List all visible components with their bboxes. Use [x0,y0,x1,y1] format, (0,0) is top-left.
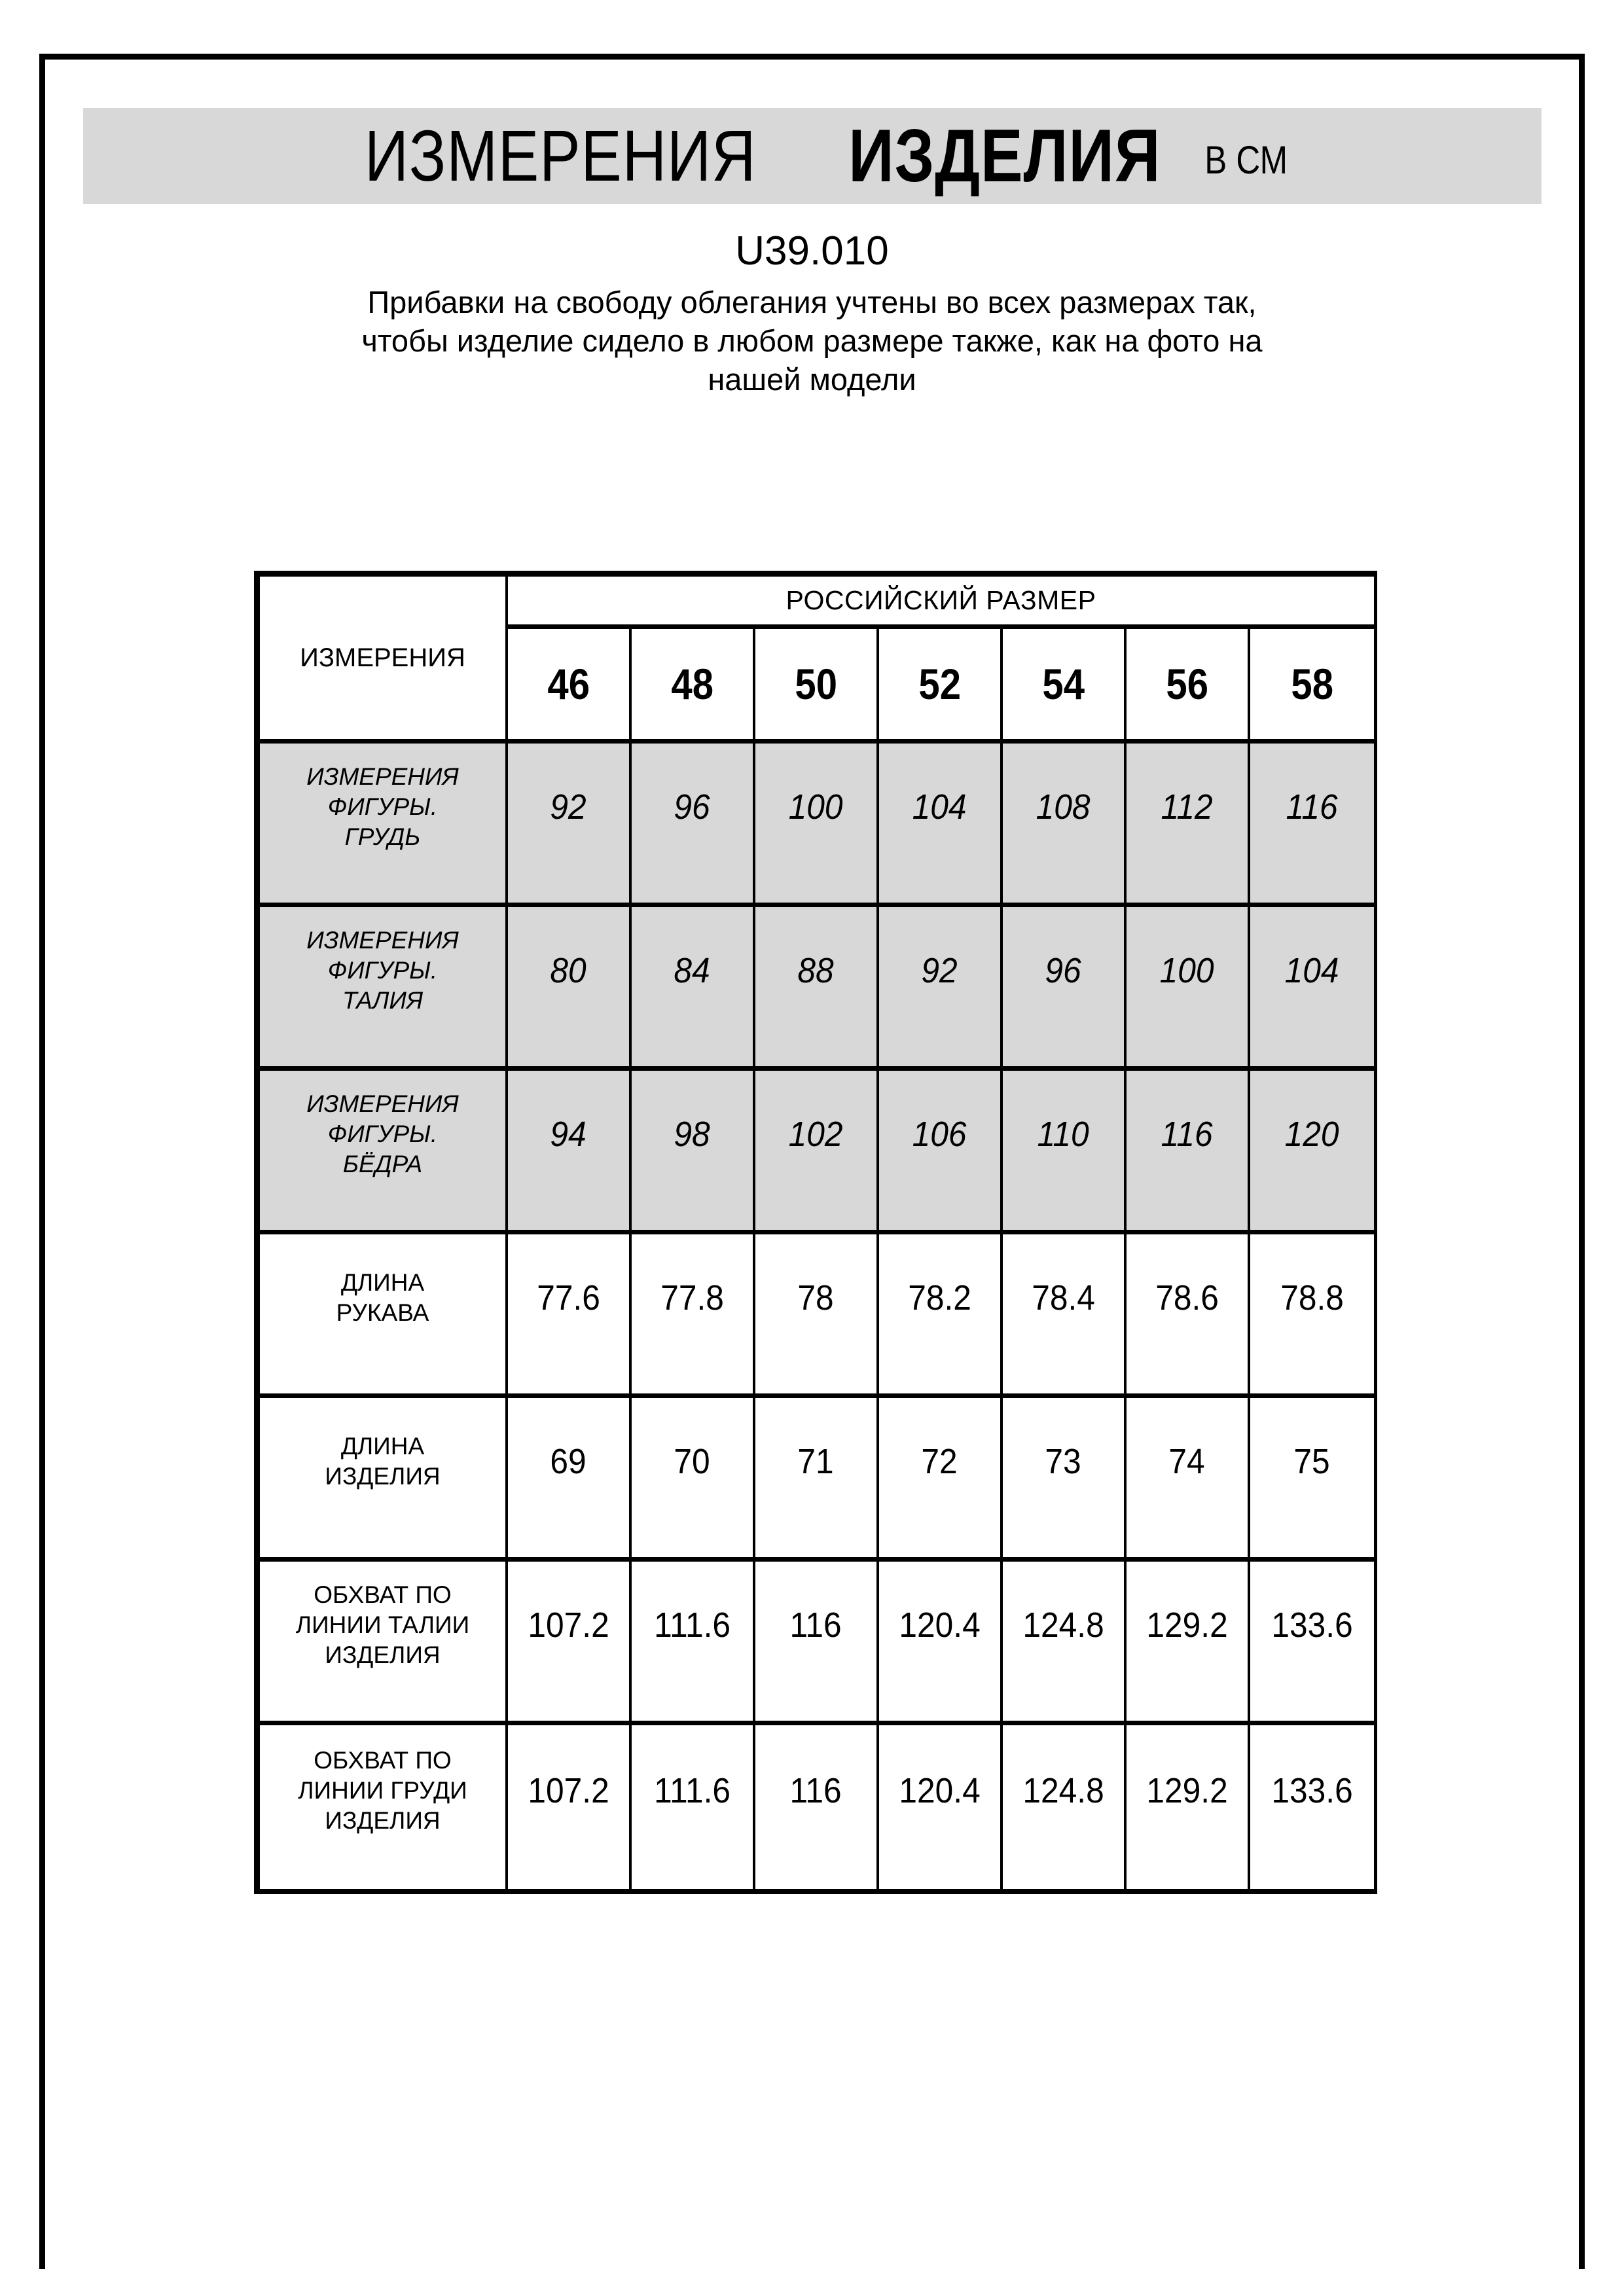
russian-size-group-header [508,577,1374,629]
value-cell-r4-c0 [508,1398,632,1562]
value-cell-r1-c3 [879,907,1003,1071]
value-cell-r3-c2 [755,1234,879,1398]
page-title-word-measurements: ИЗМЕРЕНИЯ [364,116,756,196]
value-cell-r1-c1-text: 84 [674,950,711,990]
value-cell-r3-c5 [1127,1234,1250,1398]
value-cell-r2-c5 [1127,1071,1250,1234]
row-label-1 [260,907,508,1071]
value-cell-r1-c6 [1250,907,1374,1071]
value-cell-r0-c6 [1250,744,1374,907]
value-cell-r2-c5-text: 116 [1161,1114,1214,1154]
value-cell-r2-c3-text: 106 [912,1114,967,1154]
value-cell-r0-c4-text: 108 [1036,787,1091,827]
value-cell-r4-c3-text: 72 [921,1441,958,1481]
value-cell-r5-c5-text: 129.2 [1146,1605,1228,1645]
value-cell-r1-c4-text: 96 [1045,950,1082,990]
value-cell-r0-c5-text: 112 [1161,787,1214,827]
fit-note-line: Прибавки на свободу облегания учтены во всех размерах так, [367,285,1257,319]
row-label-4-text: ДЛИНА ИЗДЕЛИЯ [325,1432,441,1490]
value-cell-r0-c5 [1127,744,1250,907]
value-cell-r0-c6-text: 116 [1286,787,1339,827]
value-cell-r6-c6 [1250,1725,1374,1889]
value-cell-r5-c1 [632,1562,755,1725]
value-cell-r2-c0-text: 94 [550,1114,587,1154]
value-cell-r6-c4 [1003,1725,1127,1889]
size-column-header-54-text: 54 [1042,660,1085,708]
value-cell-r4-c2-text: 71 [797,1441,835,1481]
row-label-5-text: ОБХВАТ ПО ЛИНИИ ТАЛИИ ИЗДЕЛИЯ [295,1581,470,1668]
measurements-header-cell [260,577,508,744]
value-cell-r0-c2-text: 100 [789,787,843,827]
value-cell-r5-c1-text: 111.6 [654,1605,731,1645]
measurements-header-cell-text: ИЗМЕРЕНИЯ [300,643,465,672]
value-cell-r6-c3 [879,1725,1003,1889]
fit-note-line: чтобы изделие сидело в любом размере также, как на фото на [361,323,1263,358]
value-cell-r3-c3 [879,1234,1003,1398]
value-cell-r1-c2-text: 88 [797,950,835,990]
value-cell-r2-c2 [755,1071,879,1234]
value-cell-r3-c2-text: 78 [797,1278,835,1318]
value-cell-r3-c1 [632,1234,755,1398]
row-label-2 [260,1071,508,1234]
value-cell-r0-c1-text: 96 [674,787,711,827]
value-cell-r6-c2-text: 116 [789,1771,842,1810]
value-cell-r1-c5 [1127,907,1250,1071]
size-table [254,571,1377,1894]
size-column-header-48 [632,629,755,744]
page-title-word-product: ИЗДЕЛИЯ [848,115,1161,198]
value-cell-r6-c1-text: 111.6 [654,1771,731,1810]
row-label-5 [260,1562,508,1725]
value-cell-r4-c6 [1250,1398,1374,1562]
value-cell-r0-c1 [632,744,755,907]
value-cell-r3-c3-text: 78.2 [908,1278,971,1318]
value-cell-r4-c3 [879,1398,1003,1562]
size-column-header-56-text: 56 [1166,660,1208,708]
value-cell-r6-c5-text: 129.2 [1146,1771,1228,1810]
value-cell-r5-c2-text: 116 [789,1605,842,1645]
article-number: U39.010 [735,228,889,274]
value-cell-r6-c1 [632,1725,755,1889]
value-cell-r6-c2 [755,1725,879,1889]
value-cell-r5-c5 [1127,1562,1250,1725]
value-cell-r5-c2 [755,1562,879,1725]
value-cell-r5-c0 [508,1562,632,1725]
value-cell-r5-c4-text: 124.8 [1022,1605,1104,1645]
value-cell-r6-c5 [1127,1725,1250,1889]
value-cell-r5-c6 [1250,1562,1374,1725]
row-label-3 [260,1234,508,1398]
value-cell-r6-c3-text: 120.4 [899,1771,981,1810]
value-cell-r6-c6-text: 133.6 [1271,1771,1353,1810]
row-label-6 [260,1725,508,1889]
value-cell-r4-c1-text: 70 [674,1441,711,1481]
russian-size-group-header-text: РОССИЙСКИЙ РАЗМЕР [785,585,1096,615]
size-column-header-56 [1127,629,1250,744]
fit-note-paragraph [0,283,1624,399]
value-cell-r4-c5 [1127,1398,1250,1562]
size-column-header-48-text: 48 [671,660,713,708]
value-cell-r1-c2 [755,907,879,1071]
row-label-2-text: ИЗМЕРЕНИЯ ФИГУРЫ. БЁДРА [306,1090,459,1177]
size-column-header-46 [508,629,632,744]
value-cell-r0-c3 [879,744,1003,907]
value-cell-r1-c0-text: 80 [550,950,587,990]
value-cell-r3-c1-text: 77.8 [660,1278,724,1318]
value-cell-r3-c0-text: 77.6 [537,1278,600,1318]
value-cell-r1-c6-text: 104 [1285,950,1339,990]
size-column-header-58-text: 58 [1291,660,1333,708]
row-label-3-text: ДЛИНА РУКАВА [336,1268,429,1326]
value-cell-r4-c5-text: 74 [1168,1441,1206,1481]
value-cell-r4-c1 [632,1398,755,1562]
value-cell-r2-c0 [508,1071,632,1234]
value-cell-r1-c0 [508,907,632,1071]
row-label-1-text: ИЗМЕРЕНИЯ ФИГУРЫ. ТАЛИЯ [306,926,459,1014]
value-cell-r1-c3-text: 92 [921,950,958,990]
value-cell-r2-c6-text: 120 [1285,1114,1339,1154]
value-cell-r0-c3-text: 104 [912,787,967,827]
size-column-header-46-text: 46 [547,660,590,708]
value-cell-r3-c0 [508,1234,632,1398]
value-cell-r2-c6 [1250,1071,1374,1234]
size-column-header-50-text: 50 [795,660,837,708]
value-cell-r4-c2 [755,1398,879,1562]
value-cell-r4-c4-text: 73 [1045,1441,1082,1481]
value-cell-r6-c4-text: 124.8 [1022,1771,1104,1810]
size-column-header-54 [1003,629,1127,744]
value-cell-r0-c0-text: 92 [550,787,587,827]
value-cell-r5-c6-text: 133.6 [1271,1605,1353,1645]
value-cell-r2-c4-text: 110 [1037,1114,1090,1154]
value-cell-r5-c0-text: 107.2 [528,1605,609,1645]
value-cell-r1-c4 [1003,907,1127,1071]
row-label-0-text: ИЗМЕРЕНИЯ ФИГУРЫ. ГРУДЬ [306,762,459,850]
value-cell-r2-c4 [1003,1071,1127,1234]
size-column-header-50 [755,629,879,744]
value-cell-r4-c4 [1003,1398,1127,1562]
value-cell-r3-c5-text: 78.6 [1155,1278,1219,1318]
row-label-4 [260,1398,508,1562]
value-cell-r0-c2 [755,744,879,907]
value-cell-r0-c0 [508,744,632,907]
value-cell-r5-c3-text: 120.4 [899,1605,981,1645]
value-cell-r2-c1-text: 98 [674,1114,711,1154]
value-cell-r2-c2-text: 102 [789,1114,843,1154]
row-label-6-text: ОБХВАТ ПО ЛИНИИ ГРУДИ ИЗДЕЛИЯ [298,1747,467,1834]
size-column-header-58 [1250,629,1374,744]
value-cell-r3-c4-text: 78.4 [1032,1278,1095,1318]
value-cell-r1-c5-text: 100 [1160,950,1214,990]
value-cell-r2-c1 [632,1071,755,1234]
value-cell-r0-c4 [1003,744,1127,907]
size-column-header-52-text: 52 [918,660,961,708]
value-cell-r5-c3 [879,1562,1003,1725]
value-cell-r3-c6-text: 78.8 [1280,1278,1344,1318]
value-cell-r3-c4 [1003,1234,1127,1398]
row-label-0 [260,744,508,907]
value-cell-r3-c6 [1250,1234,1374,1398]
size-column-header-52 [879,629,1003,744]
page-title-units: В СМ [1204,138,1288,182]
value-cell-r4-c0-text: 69 [550,1441,587,1481]
value-cell-r4-c6-text: 75 [1293,1441,1331,1481]
value-cell-r6-c0 [508,1725,632,1889]
fit-note-line: нашей модели [708,362,916,397]
value-cell-r1-c1 [632,907,755,1071]
title-band [83,108,1542,204]
value-cell-r5-c4 [1003,1562,1127,1725]
value-cell-r2-c3 [879,1071,1003,1234]
value-cell-r6-c0-text: 107.2 [528,1771,609,1810]
